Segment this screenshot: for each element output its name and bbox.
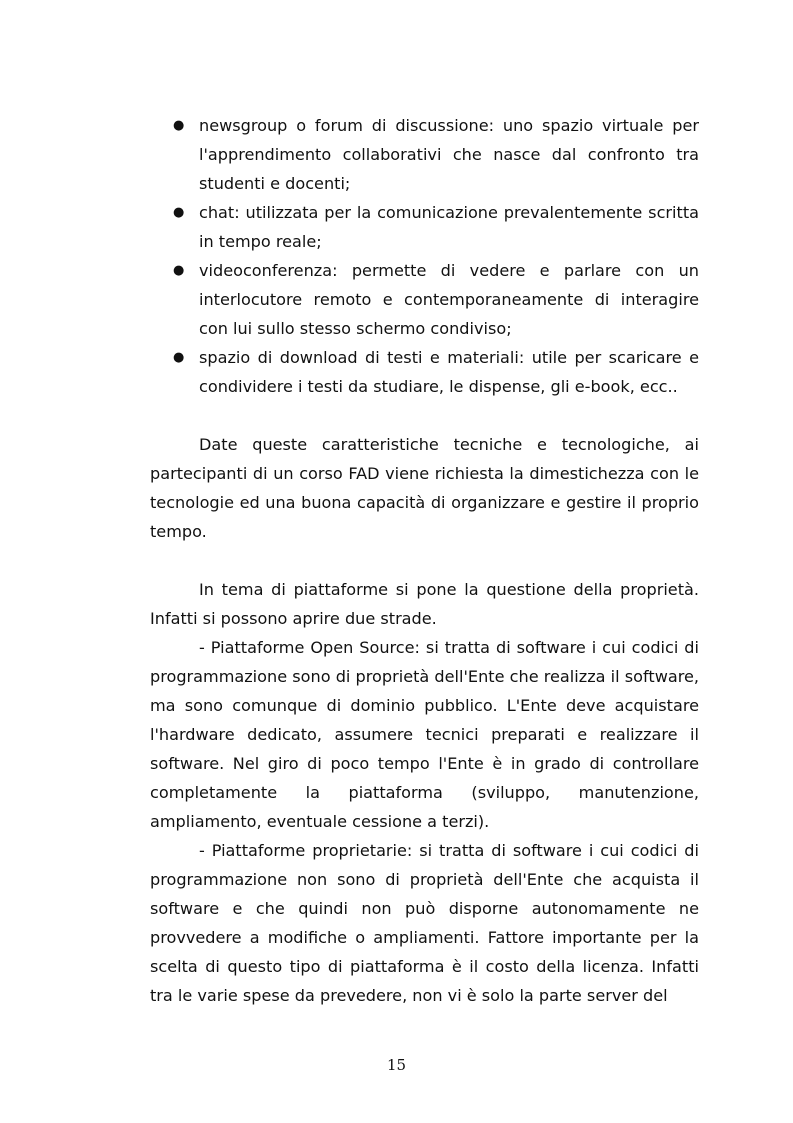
- page-body: [150, 111, 699, 1010]
- list-item: [150, 343, 699, 401]
- feature-list: [150, 111, 699, 401]
- list-item-text: newsgroup o forum di discussione: uno spazio virtuale per l'apprendimento collaborativi che nasce dal confronto tra studenti e docenti;: [199, 116, 699, 193]
- paragraph-ownership-intro: In tema di piattaforme si pone la questione della proprietà. Infatti si possono aprire due strade.: [150, 580, 699, 628]
- paragraph-open-source: - Piattaforme Open Source: si tratta di software i cui codici di programmazione sono di proprietà dell'Ente che realizza il software, ma sono comunque di dominio pubblico. L'Ente deve acquistare l'hardware dedicato, assumere tecnici preparati e realizzare il software. Nel giro di poco tempo l'Ente è in grado di controllare completamente la piattaforma (sviluppo, manutenzione, ampliamento, eventuale cessione a terzi).: [150, 638, 699, 831]
- list-item: [150, 256, 699, 343]
- page-number: 15: [386, 1056, 407, 1074]
- list-item-text: videoconferenza: permette di vedere e parlare con un interlocutore remoto e contemporaneamente di interagire con lui sullo stesso schermo condiviso;: [199, 261, 699, 338]
- list-item: [150, 111, 699, 198]
- list-item: [150, 198, 699, 256]
- paragraph-requirements: Date queste caratteristiche tecniche e tecnologiche, ai partecipanti di un corso FAD viene richiesta la dimestichezza con le tecnologie ed una buona capacità di organizzare e gestire il proprio tempo.: [150, 435, 699, 541]
- bullet-icon: ●: [173, 263, 185, 278]
- spacer: [150, 401, 699, 430]
- bullet-icon: ●: [173, 350, 185, 365]
- paragraph-proprietary: - Piattaforme proprietarie: si tratta di software i cui codici di programmazione non sono di proprietà dell'Ente che acquista il software e che quindi non può disporne autonomamente ne provvedere a modifiche o ampliamenti. Fattore importante per la scelta di questo tipo di piattaforma è il costo della licenza. Infatti tra le varie spese da prevedere, non vi è solo la parte server del: [150, 841, 699, 1005]
- list-item-text: spazio di download di testi e materiali: utile per scaricare e condividere i testi da studiare, le dispense, gli e-book, ecc..: [199, 348, 699, 396]
- list-item-text: chat: utilizzata per la comunicazione prevalentemente scritta in tempo reale;: [199, 203, 699, 251]
- spacer: [150, 546, 699, 575]
- bullet-icon: ●: [173, 205, 185, 220]
- bullet-icon: ●: [173, 118, 185, 133]
